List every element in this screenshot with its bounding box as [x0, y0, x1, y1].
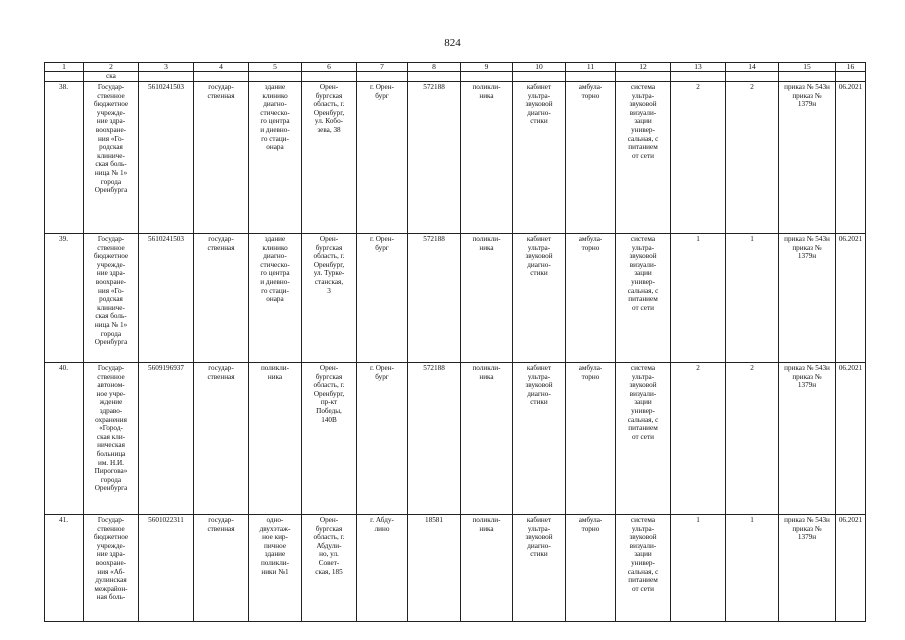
department-cell: поликли- ника: [461, 234, 513, 363]
row-number-cell: 41.: [45, 515, 84, 622]
ownership-form-cell: государ- ственная: [194, 363, 249, 515]
header-cell: 8: [408, 63, 461, 72]
address-cell: Орен- бургская область, г. Оренбург, пр-кт Победы, 140В: [302, 363, 357, 515]
organization-name-cell: Государ- ственное бюджетное учрежде- ние здра- воохране- ния «Го- родская клиниче- ская боль- ница № 1» города Оренбурга: [84, 82, 139, 234]
continuation-row: [45, 72, 866, 82]
address-cell: Орен- бургская область, г. Оренбург, ул. Турке- станская, 3: [302, 234, 357, 363]
cabinet-cell: кабинет ультра- звуковой диагно- стики: [513, 515, 566, 622]
table-row: [45, 363, 866, 515]
header-cell: 9: [461, 63, 513, 72]
continuation-cell: ска: [84, 72, 139, 82]
header-cell: 2: [84, 63, 139, 72]
quantity-total-cell: 1: [726, 234, 779, 363]
quantity-total-cell: 2: [726, 82, 779, 234]
date-cell: 06.2021: [836, 515, 866, 622]
organization-name-cell: Государ- ственное бюджетное учрежде- ние здра- воохране- ния «Го- родская клиниче- ская боль- ница № 1» города Оренбурга: [84, 234, 139, 363]
locality-code-cell: 18581: [408, 515, 461, 622]
organization-name-cell: Государ- ственное бюджетное учрежде- ние здра- воохране- ния «Аб- дулинская межрайон- ная боль-: [84, 515, 139, 622]
care-mode-cell: амбула- торно: [566, 82, 616, 234]
table-row: [45, 82, 866, 234]
header-cell: 4: [194, 63, 249, 72]
address-cell: Орен- бургская область, г. Оренбург, ул. Кобо- зева, 38: [302, 82, 357, 234]
locality-cell: г. Орен- бург: [357, 363, 408, 515]
cabinet-cell: кабинет ультра- звуковой диагно- стики: [513, 82, 566, 234]
locality-code-cell: 572188: [408, 363, 461, 515]
equipment-cell: система ультра- звуковой визуали- зации универ- сальная, с питанием от сети: [616, 234, 671, 363]
header-cell: 15: [779, 63, 836, 72]
column-number-row: [45, 63, 866, 72]
care-mode-cell: амбула- торно: [566, 363, 616, 515]
header-cell: 10: [513, 63, 566, 72]
department-cell: поликли- ника: [461, 363, 513, 515]
quantity-planned-cell: 1: [671, 234, 726, 363]
table-row: [45, 234, 866, 363]
building-cell: поликли- ника: [249, 363, 302, 515]
building-cell: одно- двухэтаж- ное кир- пичное здание поликли- ники №1: [249, 515, 302, 622]
organization-name-cell: Государ- ственное автоном- ное учре- ждение здраво- охранения «Город- ская кли- ническая больница им. Н.И. Пирогова» города Оренбурга: [84, 363, 139, 515]
quantity-total-cell: 2: [726, 363, 779, 515]
page-number: 824: [444, 37, 461, 49]
equipment-cell: система ультра- звуковой визуали- зации универ- сальная, с питанием от сети: [616, 363, 671, 515]
row-number-cell: 38.: [45, 82, 84, 234]
inn-cell: 5601022311: [139, 515, 194, 622]
inn-cell: 5610241503: [139, 82, 194, 234]
header-cell: 5: [249, 63, 302, 72]
row-number-cell: 39.: [45, 234, 84, 363]
address-cell: Орен- бургская область, г. Абдули- но, ул. Совет- ская, 185: [302, 515, 357, 622]
inn-cell: 5610241503: [139, 234, 194, 363]
legal-basis-cell: приказ № 543н приказ № 1379н: [779, 234, 836, 363]
ownership-form-cell: государ- ственная: [194, 82, 249, 234]
care-mode-cell: амбула- торно: [566, 515, 616, 622]
legal-basis-cell: приказ № 543н приказ № 1379н: [779, 82, 836, 234]
equipment-cell: система ультра- звуковой визуали- зации универ- сальная, с питанием от сети: [616, 515, 671, 622]
locality-code-cell: 572188: [408, 82, 461, 234]
quantity-total-cell: 1: [726, 515, 779, 622]
building-cell: здание клинико диагно- стическо- го центра и дневно- го стаци- онара: [249, 234, 302, 363]
header-cell: 14: [726, 63, 779, 72]
header-cell: 11: [566, 63, 616, 72]
department-cell: поликли- ника: [461, 515, 513, 622]
department-cell: поликли- ника: [461, 82, 513, 234]
locality-code-cell: 572188: [408, 234, 461, 363]
locality-cell: г. Орен- бург: [357, 234, 408, 363]
cabinet-cell: кабинет ультра- звуковой диагно- стики: [513, 363, 566, 515]
date-cell: 06.2021: [836, 82, 866, 234]
header-cell: 7: [357, 63, 408, 72]
locality-cell: г. Орен- бург: [357, 82, 408, 234]
care-mode-cell: амбула- торно: [566, 234, 616, 363]
building-cell: здание клинико диагно- стическо- го центра и дневно- го стаци- онара: [249, 82, 302, 234]
header-cell: 1: [45, 63, 84, 72]
quantity-planned-cell: 2: [671, 363, 726, 515]
equipment-register-table: [44, 62, 866, 622]
inn-cell: 5609196937: [139, 363, 194, 515]
ownership-form-cell: государ- ственная: [194, 234, 249, 363]
legal-basis-cell: приказ № 543н приказ № 1379н: [779, 363, 836, 515]
row-number-cell: 40.: [45, 363, 84, 515]
quantity-planned-cell: 1: [671, 515, 726, 622]
header-cell: 12: [616, 63, 671, 72]
header-cell: 16: [836, 63, 866, 72]
ownership-form-cell: государ- ственная: [194, 515, 249, 622]
equipment-cell: система ультра- звуковой визуали- зации универ- сальная, с питанием от сети: [616, 82, 671, 234]
cabinet-cell: кабинет ультра- звуковой диагно- стики: [513, 234, 566, 363]
date-cell: 06.2021: [836, 363, 866, 515]
header-cell: 3: [139, 63, 194, 72]
locality-cell: г. Абду- лино: [357, 515, 408, 622]
table-row: [45, 515, 866, 622]
header-cell: 6: [302, 63, 357, 72]
legal-basis-cell: приказ № 543н приказ № 1379н: [779, 515, 836, 622]
quantity-planned-cell: 2: [671, 82, 726, 234]
date-cell: 06.2021: [836, 234, 866, 363]
header-cell: 13: [671, 63, 726, 72]
